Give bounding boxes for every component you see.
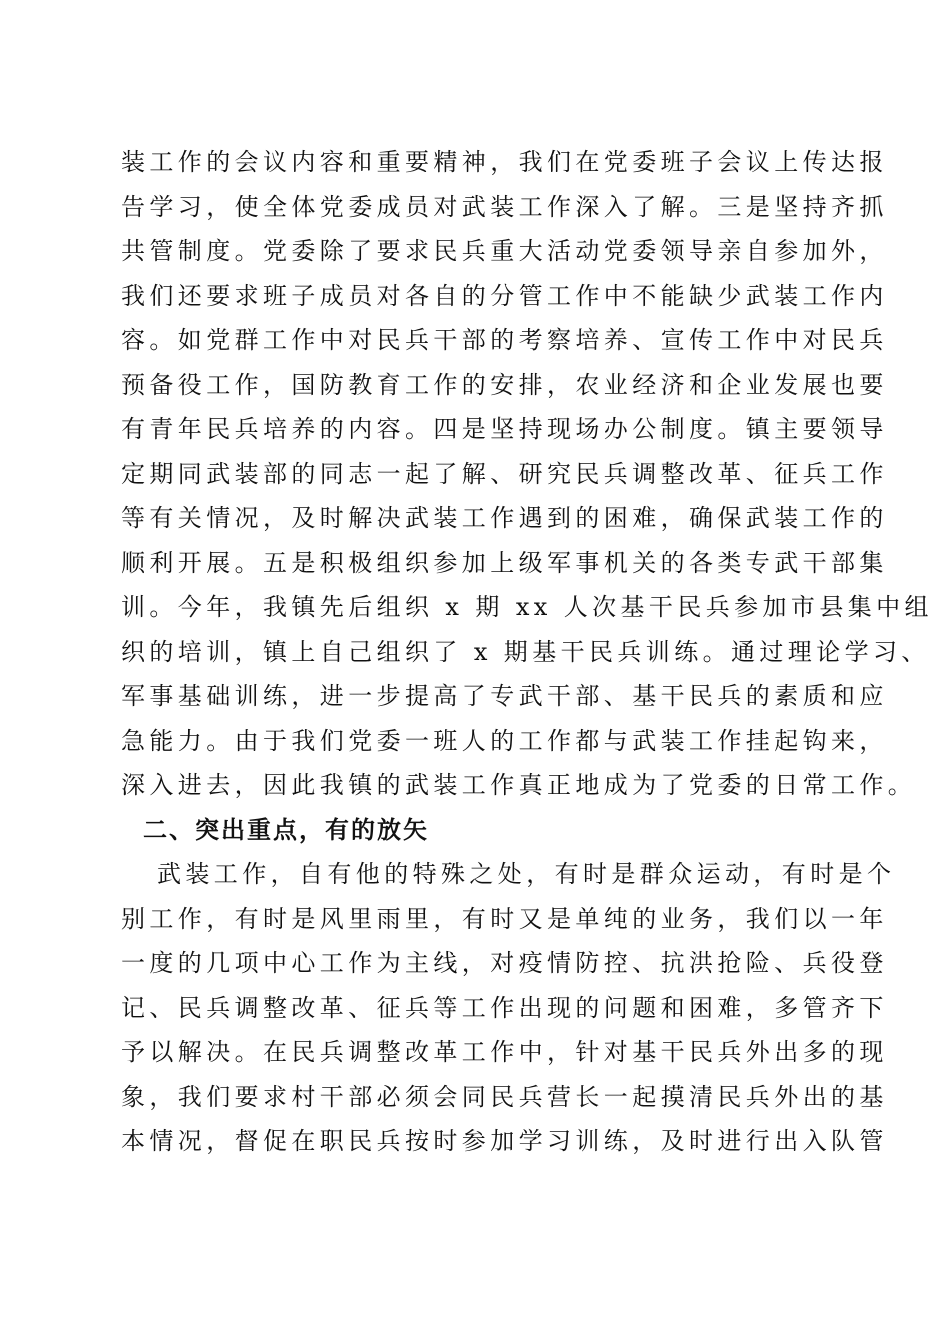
paragraph-line: 等有关情况，及时解决武装工作遇到的困难，确保武装工作的	[121, 504, 888, 532]
section-heading: 二、突出重点，有的放矢	[143, 815, 429, 844]
paragraph-line: 共管制度。党委除了要求民兵重大活动党委领导亲自参加外，	[121, 237, 888, 265]
paragraph-line: 我们还要求班子成员对各自的分管工作中不能缺少武装工作内	[121, 281, 888, 310]
paragraph-line: 一度的几项中心工作为主线，对疫情防控、抗洪抢险、兵役登	[121, 949, 888, 977]
paragraph-line: 预备役工作，国防教育工作的安排，农业经济和企业发展也要	[121, 370, 888, 399]
paragraph-line: 装工作的会议内容和重要精神，我们在党委班子会议上传达报	[121, 148, 888, 176]
paragraph-line: 深入进去，因此我镇的武装工作真正地成为了党委的日常工作。	[121, 771, 917, 799]
paragraph-line: 本情况，督促在职民兵按时参加学习训练，及时进行出入队管	[121, 1127, 888, 1155]
paragraph-line: 急能力。由于我们党委一班人的工作都与武装工作挂起钩来，	[121, 726, 888, 755]
paragraph-line: 记、民兵调整改革、征兵等工作出现的问题和困难，多管齐下	[121, 993, 888, 1022]
document-body	[121, 140, 933, 1164]
paragraph-line: 告学习，使全体党委成员对武装工作深入了解。三是坚持齐抓	[121, 192, 888, 221]
paragraph-line: 象，我们要求村干部必须会同民兵营长一起摸清民兵外出的基	[121, 1082, 888, 1111]
paragraph-line: 予以解决。在民兵调整改革工作中，针对基干民兵外出多的现	[121, 1038, 888, 1066]
paragraph-line: 容。如党群工作中对民兵干部的考察培养、宣传工作中对民兵	[121, 326, 888, 354]
paragraph-line: 训。今年，我镇先后组织 x 期 xx 人次基干民兵参加市县集中组	[121, 593, 933, 621]
paragraph-line: 织的培训，镇上自己组织了 x 期基干民兵训练。通过理论学习、	[121, 637, 930, 666]
paragraph-line: 定期同武装部的同志一起了解、研究民兵调整改革、征兵工作	[121, 459, 888, 488]
paragraph-line: 武装工作，自有他的特殊之处，有时是群众运动，有时是个	[157, 860, 896, 888]
paragraph-line: 顺利开展。五是积极组织参加上级军事机关的各类专武干部集	[121, 548, 888, 577]
paragraph-line: 别工作，有时是风里雨里，有时又是单纯的业务，我们以一年	[121, 904, 888, 933]
paragraph-line: 有青年民兵培养的内容。四是坚持现场办公制度。镇主要领导	[121, 415, 888, 443]
paragraph-line: 军事基础训练，进一步提高了专武干部、基干民兵的素质和应	[121, 682, 888, 710]
